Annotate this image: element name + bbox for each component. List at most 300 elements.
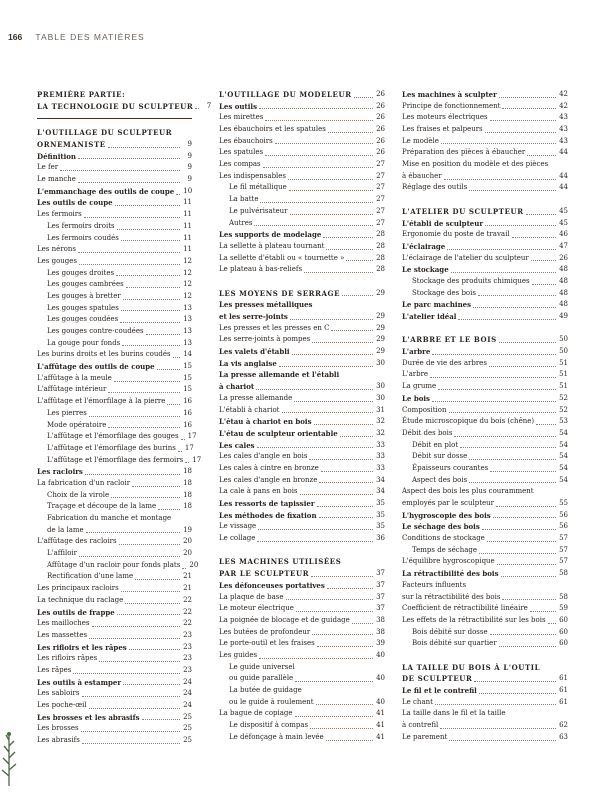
- dot-leader: [490, 471, 556, 472]
- toc-entry[interactable]: [219, 346, 385, 358]
- toc-entry[interactable]: [219, 451, 385, 463]
- toc-entry-title: Les gouges à bretter: [47, 291, 121, 300]
- toc-entry[interactable]: [402, 463, 568, 475]
- toc-page-number: 16: [183, 408, 192, 417]
- section-divider: [37, 118, 192, 119]
- toc-entry[interactable]: [402, 299, 568, 311]
- dot-leader: [300, 494, 373, 495]
- dot-leader: [295, 681, 373, 682]
- dot-leader: [454, 436, 556, 437]
- toc-page-number: 43: [559, 125, 568, 134]
- toc-entry-title: L'OUTILLAGE DU SCULPTEUR: [37, 128, 173, 138]
- dot-leader: [263, 167, 373, 168]
- toc-entry[interactable]: [37, 186, 192, 198]
- toc-entry-title: PAR LE SCULPTEUR: [219, 569, 310, 579]
- dot-leader: [432, 354, 556, 355]
- toc-page-number: 40: [376, 650, 385, 659]
- toc-entry-title: Composition: [402, 405, 447, 414]
- toc-entry[interactable]: [219, 393, 385, 405]
- toc-entry-title: Le parc machines: [402, 300, 472, 310]
- dot-leader: [499, 97, 556, 98]
- toc-entry[interactable]: [402, 241, 568, 253]
- toc-section-heading[interactable]: [37, 101, 212, 113]
- toc-entry-title: Les cales d'angle en bronze: [219, 475, 318, 484]
- toc-entry[interactable]: [402, 685, 568, 697]
- toc-entry[interactable]: [402, 708, 568, 720]
- toc-entry[interactable]: [219, 124, 385, 136]
- toc-entry[interactable]: [402, 533, 568, 545]
- toc-entry[interactable]: [219, 708, 385, 720]
- toc-page-number: 51: [559, 382, 568, 391]
- toc-entry-title: Les gouges contre-coudées: [47, 327, 144, 336]
- toc-page-number: 19: [183, 525, 192, 534]
- toc-entry[interactable]: [37, 466, 192, 478]
- toc-entry[interactable]: [37, 221, 192, 233]
- toc-entry[interactable]: [37, 420, 192, 432]
- toc-entry-title: LES MOYENS DE SERRAGE: [219, 288, 341, 298]
- toc-page-number: 23: [183, 630, 192, 639]
- toc-entry-title: Les brosses: [37, 724, 79, 733]
- dot-leader: [326, 740, 373, 741]
- toc-entry[interactable]: [402, 276, 568, 288]
- toc-entry[interactable]: [37, 338, 192, 350]
- toc-entry[interactable]: [219, 323, 385, 335]
- toc-entry[interactable]: [37, 572, 192, 584]
- dot-leader: [125, 603, 180, 604]
- dot-leader: [536, 424, 556, 425]
- toc-entry-title: Les presses métalliques: [219, 300, 313, 310]
- dot-leader: [326, 249, 373, 250]
- toc-entry[interactable]: [37, 735, 192, 747]
- toc-entry[interactable]: [402, 101, 568, 113]
- dot-leader: [108, 427, 180, 428]
- toc-entry[interactable]: [37, 349, 192, 361]
- toc-page-number: 53: [559, 417, 568, 426]
- toc-entry-title: Les indispensables: [219, 171, 287, 180]
- toc-entry-title: Le fil et le contrefil: [402, 686, 477, 696]
- toc-entry[interactable]: [37, 478, 192, 490]
- toc-entry[interactable]: [219, 463, 385, 475]
- toc-page-number: 27: [376, 171, 385, 180]
- toc-entry[interactable]: [219, 112, 385, 124]
- toc-entry-title: Le bois: [402, 393, 430, 403]
- toc-entry[interactable]: [402, 568, 568, 580]
- dot-leader: [181, 439, 185, 440]
- toc-entry[interactable]: [402, 627, 568, 639]
- toc-entry[interactable]: [219, 370, 385, 382]
- toc-entry[interactable]: [402, 732, 568, 744]
- toc-entry[interactable]: [219, 147, 385, 159]
- toc-entry[interactable]: [37, 536, 192, 548]
- toc-entry[interactable]: [402, 253, 568, 265]
- toc-page-number: 11: [183, 221, 192, 230]
- toc-entry[interactable]: [219, 521, 385, 533]
- toc-page-number: 54: [559, 475, 568, 484]
- toc-entry[interactable]: [402, 393, 568, 405]
- toc-entry[interactable]: [37, 642, 192, 654]
- toc-entry[interactable]: [402, 440, 568, 452]
- toc-entry[interactable]: [219, 405, 385, 417]
- toc-section-heading[interactable]: [402, 673, 568, 685]
- dot-leader: [258, 529, 373, 530]
- toc-entry[interactable]: [219, 533, 385, 545]
- toc-entry[interactable]: [402, 264, 568, 276]
- toc-entry[interactable]: [219, 510, 385, 522]
- toc-entry[interactable]: [402, 89, 568, 101]
- toc-entry-title: ou le guide à roulement: [229, 697, 314, 706]
- toc-section-heading[interactable]: [219, 557, 385, 569]
- dot-leader: [469, 482, 556, 483]
- toc-page-number: 37: [376, 604, 385, 613]
- dot-leader: [195, 108, 199, 109]
- toc-entry[interactable]: [219, 136, 385, 148]
- toc-entry[interactable]: [37, 209, 192, 221]
- dot-leader: [121, 310, 180, 311]
- dot-leader: [108, 392, 180, 393]
- toc-entry[interactable]: [219, 183, 385, 195]
- toc-entry[interactable]: [402, 428, 568, 440]
- toc-page-number: 57: [559, 557, 568, 566]
- toc-entry[interactable]: [37, 396, 192, 408]
- toc-entry[interactable]: [37, 455, 202, 467]
- toc-entry-title: ou guide parallèle: [229, 674, 294, 683]
- toc-entry[interactable]: [219, 615, 385, 627]
- toc-entry[interactable]: [402, 638, 568, 650]
- dot-leader: [527, 155, 556, 156]
- toc-entry[interactable]: [402, 521, 568, 533]
- toc-entry-title: Affûtage d'un racloir pour fonds plats: [47, 560, 181, 569]
- dot-leader: [499, 646, 556, 647]
- toc-page-number: 23: [183, 665, 192, 674]
- toc-entry-title: Aspect des bois: [412, 475, 468, 484]
- toc-entry[interactable]: [219, 299, 385, 311]
- toc-entry[interactable]: [37, 151, 192, 163]
- toc-entry[interactable]: [37, 162, 192, 174]
- toc-entry-title: Épaisseurs courantes: [412, 463, 489, 472]
- toc-page-number: 13: [183, 338, 192, 347]
- dot-leader: [490, 634, 556, 635]
- toc-entry[interactable]: [402, 510, 568, 522]
- toc-entry[interactable]: [219, 580, 385, 592]
- toc-entry[interactable]: [37, 279, 192, 291]
- toc-entry[interactable]: [37, 314, 192, 326]
- toc-entry[interactable]: [37, 174, 192, 186]
- toc-entry[interactable]: [219, 662, 385, 674]
- toc-entry[interactable]: [402, 171, 568, 183]
- toc-entry[interactable]: [37, 373, 192, 385]
- toc-entry[interactable]: [219, 206, 385, 218]
- dot-leader: [331, 330, 373, 331]
- dot-leader: [182, 568, 186, 569]
- toc-entry[interactable]: [37, 326, 192, 338]
- toc-entry[interactable]: [402, 147, 568, 159]
- toc-entry[interactable]: [219, 101, 385, 113]
- toc-page-number: 37: [376, 580, 385, 589]
- dot-leader: [449, 412, 556, 413]
- toc-entry[interactable]: [219, 673, 385, 685]
- dot-leader: [185, 462, 189, 463]
- toc-section-heading[interactable]: [219, 568, 385, 580]
- toc-section-heading[interactable]: [37, 139, 192, 151]
- toc-entry[interactable]: [402, 159, 568, 171]
- toc-section-heading[interactable]: [219, 288, 385, 300]
- toc-entry[interactable]: [37, 712, 192, 724]
- dot-leader: [479, 693, 556, 694]
- toc-section-heading[interactable]: [37, 127, 192, 139]
- toc-entry[interactable]: [402, 346, 568, 358]
- toc-section-heading[interactable]: [402, 334, 568, 346]
- toc-entry[interactable]: [219, 428, 385, 440]
- toc-entry[interactable]: [219, 486, 385, 498]
- toc-entry[interactable]: [37, 291, 192, 303]
- toc-entry-title: Les fermoirs: [37, 210, 82, 219]
- toc-entry[interactable]: [402, 218, 568, 230]
- toc-entry[interactable]: [37, 385, 192, 397]
- toc-entry[interactable]: [402, 405, 568, 417]
- toc-entry-title: Le séchage des bois: [402, 522, 480, 532]
- toc-entry[interactable]: [37, 513, 192, 525]
- toc-entry[interactable]: [37, 548, 192, 560]
- toc-entry[interactable]: [402, 288, 568, 300]
- toc-entry-title: à contrefil: [402, 721, 439, 730]
- toc-entry[interactable]: [37, 525, 192, 537]
- toc-entry-title: Réglage des outils: [402, 183, 468, 192]
- dot-leader: [259, 658, 373, 659]
- toc-page-number: 27: [376, 195, 385, 204]
- toc-page-number: 48: [559, 276, 568, 285]
- toc-page-number: 34: [376, 475, 385, 484]
- toc-entry-title: Le moteur électrique: [219, 604, 294, 613]
- dot-leader: [256, 389, 373, 390]
- toc-entry[interactable]: [402, 381, 568, 393]
- toc-entry[interactable]: [37, 653, 192, 665]
- toc-entry[interactable]: [402, 720, 568, 732]
- toc-page-number: 35: [376, 522, 385, 531]
- dot-leader: [121, 591, 180, 592]
- toc-page-number: 50: [559, 335, 568, 344]
- toc-entry[interactable]: [219, 241, 385, 253]
- dot-leader: [526, 214, 556, 215]
- toc-entry[interactable]: [219, 218, 385, 230]
- toc-entry[interactable]: [402, 451, 568, 463]
- dot-leader: [469, 190, 556, 191]
- dot-leader: [485, 225, 556, 226]
- dot-leader: [441, 143, 556, 144]
- toc-entry[interactable]: [37, 630, 192, 642]
- toc-entry[interactable]: [219, 475, 385, 487]
- toc-entry-title: Débit en plot: [412, 440, 459, 449]
- dot-leader: [289, 190, 373, 191]
- toc-entry[interactable]: [402, 557, 568, 569]
- toc-entry[interactable]: [402, 580, 568, 592]
- toc-entry-title: Le pulvérisateur: [229, 206, 288, 215]
- toc-entry[interactable]: [37, 431, 197, 443]
- toc-entry[interactable]: [219, 732, 385, 744]
- toc-entry[interactable]: [219, 253, 385, 265]
- toc-page-number: 15: [183, 362, 192, 371]
- toc-entry[interactable]: [37, 560, 199, 572]
- toc-entry[interactable]: [37, 688, 192, 700]
- toc-entry[interactable]: [219, 311, 385, 323]
- toc-entry[interactable]: [219, 592, 385, 604]
- toc-page-number: 12: [183, 280, 192, 289]
- dot-leader: [254, 225, 373, 226]
- toc-entry[interactable]: [37, 607, 192, 619]
- toc-entry[interactable]: [37, 677, 192, 689]
- toc-entry[interactable]: [37, 583, 192, 595]
- toc-entry-title: Bois débité sur dosse: [412, 627, 488, 636]
- toc-entry-title: DE SCULPTEUR: [402, 674, 473, 684]
- toc-entry-title: La butée de guidage: [229, 686, 302, 695]
- toc-entry[interactable]: [219, 264, 385, 276]
- toc-column-1: [37, 89, 212, 747]
- toc-entry[interactable]: [37, 665, 192, 677]
- dot-leader: [86, 532, 180, 533]
- toc-entry[interactable]: [219, 720, 385, 732]
- dot-leader: [257, 541, 373, 542]
- toc-entry[interactable]: [37, 361, 192, 373]
- toc-entry[interactable]: [402, 592, 568, 604]
- toc-page-number: 52: [559, 393, 568, 402]
- toc-entry-title: Autres: [229, 218, 253, 227]
- toc-page-number: 26: [376, 148, 385, 157]
- dot-leader: [89, 708, 180, 709]
- toc-page-number: 26: [559, 253, 568, 262]
- toc-page-number: 44: [559, 148, 568, 157]
- toc-entry[interactable]: [219, 358, 385, 370]
- toc-entry[interactable]: [219, 381, 385, 393]
- toc-entry[interactable]: [402, 229, 568, 241]
- toc-entry[interactable]: [37, 408, 192, 420]
- toc-page-number: 61: [559, 686, 568, 695]
- toc-entry[interactable]: [219, 416, 385, 428]
- toc-entry[interactable]: [37, 233, 192, 245]
- toc-entry-title: La presse allemande et l'établi: [219, 370, 340, 380]
- toc-page-number: 47: [559, 241, 568, 250]
- toc-entry[interactable]: [37, 501, 192, 513]
- toc-entry[interactable]: [402, 136, 568, 148]
- toc-page-number: 28: [376, 241, 385, 250]
- toc-entry[interactable]: [37, 268, 192, 280]
- toc-entry[interactable]: [402, 416, 568, 428]
- toc-entry-title: L'atelier idéal: [402, 312, 457, 322]
- dot-leader: [78, 252, 180, 253]
- toc-entry-title: Le modèle: [402, 136, 439, 145]
- toc-entry-title: L'établi à chariot: [219, 405, 280, 414]
- toc-entry[interactable]: [219, 171, 385, 183]
- toc-entry[interactable]: [402, 112, 568, 124]
- toc-entry-title: Le dispositif à compas: [229, 721, 309, 730]
- toc-page-number: 40: [376, 697, 385, 706]
- toc-entry[interactable]: [37, 490, 192, 502]
- toc-entry-title: Les guides: [219, 650, 258, 659]
- toc-entry[interactable]: [402, 603, 568, 615]
- toc-page-number: 22: [183, 595, 192, 604]
- toc-section-heading[interactable]: [402, 662, 568, 674]
- toc-section-heading[interactable]: [37, 89, 192, 101]
- toc-page-number: 43: [559, 113, 568, 122]
- toc-entry[interactable]: [402, 615, 568, 627]
- toc-entry-title: Les sabloirs: [37, 689, 80, 698]
- toc-entry[interactable]: [37, 256, 192, 268]
- toc-entry[interactable]: [37, 700, 192, 712]
- toc-entry[interactable]: [402, 697, 568, 709]
- toc-entry[interactable]: [402, 124, 568, 136]
- toc-entry[interactable]: [219, 650, 385, 662]
- toc-entry[interactable]: [37, 595, 192, 607]
- toc-entry[interactable]: [219, 229, 385, 241]
- toc-section-heading[interactable]: [402, 206, 568, 218]
- toc-entry-title: Le porte-outil et les fraises: [219, 639, 315, 648]
- toc-entry[interactable]: [402, 311, 568, 323]
- dot-leader: [288, 179, 373, 180]
- toc-entry-title: Le fil métallique: [229, 183, 287, 192]
- dot-leader: [493, 517, 556, 518]
- toc-entry-title: à ébaucher: [402, 171, 442, 180]
- dot-leader: [296, 611, 373, 612]
- toc-entry[interactable]: [219, 603, 385, 615]
- dot-leader: [304, 272, 373, 273]
- toc-page-number: 12: [183, 268, 192, 277]
- dot-leader: [312, 342, 373, 343]
- toc-entry[interactable]: [37, 303, 192, 315]
- toc-entry[interactable]: [402, 358, 568, 370]
- toc-entry-title: Les fermoirs coudés: [47, 233, 119, 242]
- toc-page-number: 11: [183, 245, 192, 254]
- toc-page-number: 11: [183, 233, 192, 242]
- toc-entry[interactable]: [402, 498, 568, 510]
- toc-entry[interactable]: [37, 244, 192, 256]
- dot-leader: [79, 556, 180, 557]
- toc-page-number: 58: [559, 592, 568, 601]
- toc-entry-title: Le guide universel: [229, 662, 295, 671]
- toc-entry[interactable]: [37, 198, 192, 210]
- toc-page-number: 44: [559, 183, 568, 192]
- dot-leader: [260, 202, 373, 203]
- toc-entry[interactable]: [219, 685, 385, 697]
- toc-entry[interactable]: [402, 486, 568, 498]
- toc-entry[interactable]: [402, 475, 568, 487]
- toc-entry-title: L'équilibre hygroscopique: [402, 557, 495, 566]
- toc-entry[interactable]: [37, 443, 192, 455]
- toc-entry[interactable]: [37, 723, 192, 735]
- toc-entry[interactable]: [402, 183, 568, 195]
- toc-entry[interactable]: [219, 440, 385, 452]
- dot-leader: [158, 509, 180, 510]
- toc-page-number: 48: [559, 265, 568, 274]
- toc-page-number: 24: [183, 701, 192, 710]
- dot-leader: [328, 132, 373, 133]
- toc-page-number: 56: [559, 510, 568, 519]
- toc-entry[interactable]: [219, 627, 385, 639]
- toc-entry[interactable]: [219, 159, 385, 171]
- toc-section-heading[interactable]: [219, 89, 385, 101]
- toc-entry-title: L'OUTILLAGE DU MODELEUR: [219, 89, 352, 99]
- toc-entry[interactable]: [219, 697, 385, 709]
- toc-page-number: 55: [559, 499, 568, 508]
- toc-entry[interactable]: [402, 545, 568, 557]
- toc-entry[interactable]: [219, 638, 385, 650]
- toc-entry[interactable]: [402, 370, 568, 382]
- toc-entry[interactable]: [219, 194, 385, 206]
- toc-entry-title: L'emmanchage des outils de coupe: [37, 186, 175, 196]
- toc-entry[interactable]: [219, 498, 385, 510]
- toc-entry[interactable]: [37, 618, 192, 630]
- toc-entry[interactable]: [219, 334, 385, 346]
- dot-leader: [89, 416, 180, 417]
- toc-entry-title: La rétractibilité des bois: [402, 569, 499, 579]
- toc-page-number: 31: [376, 405, 385, 414]
